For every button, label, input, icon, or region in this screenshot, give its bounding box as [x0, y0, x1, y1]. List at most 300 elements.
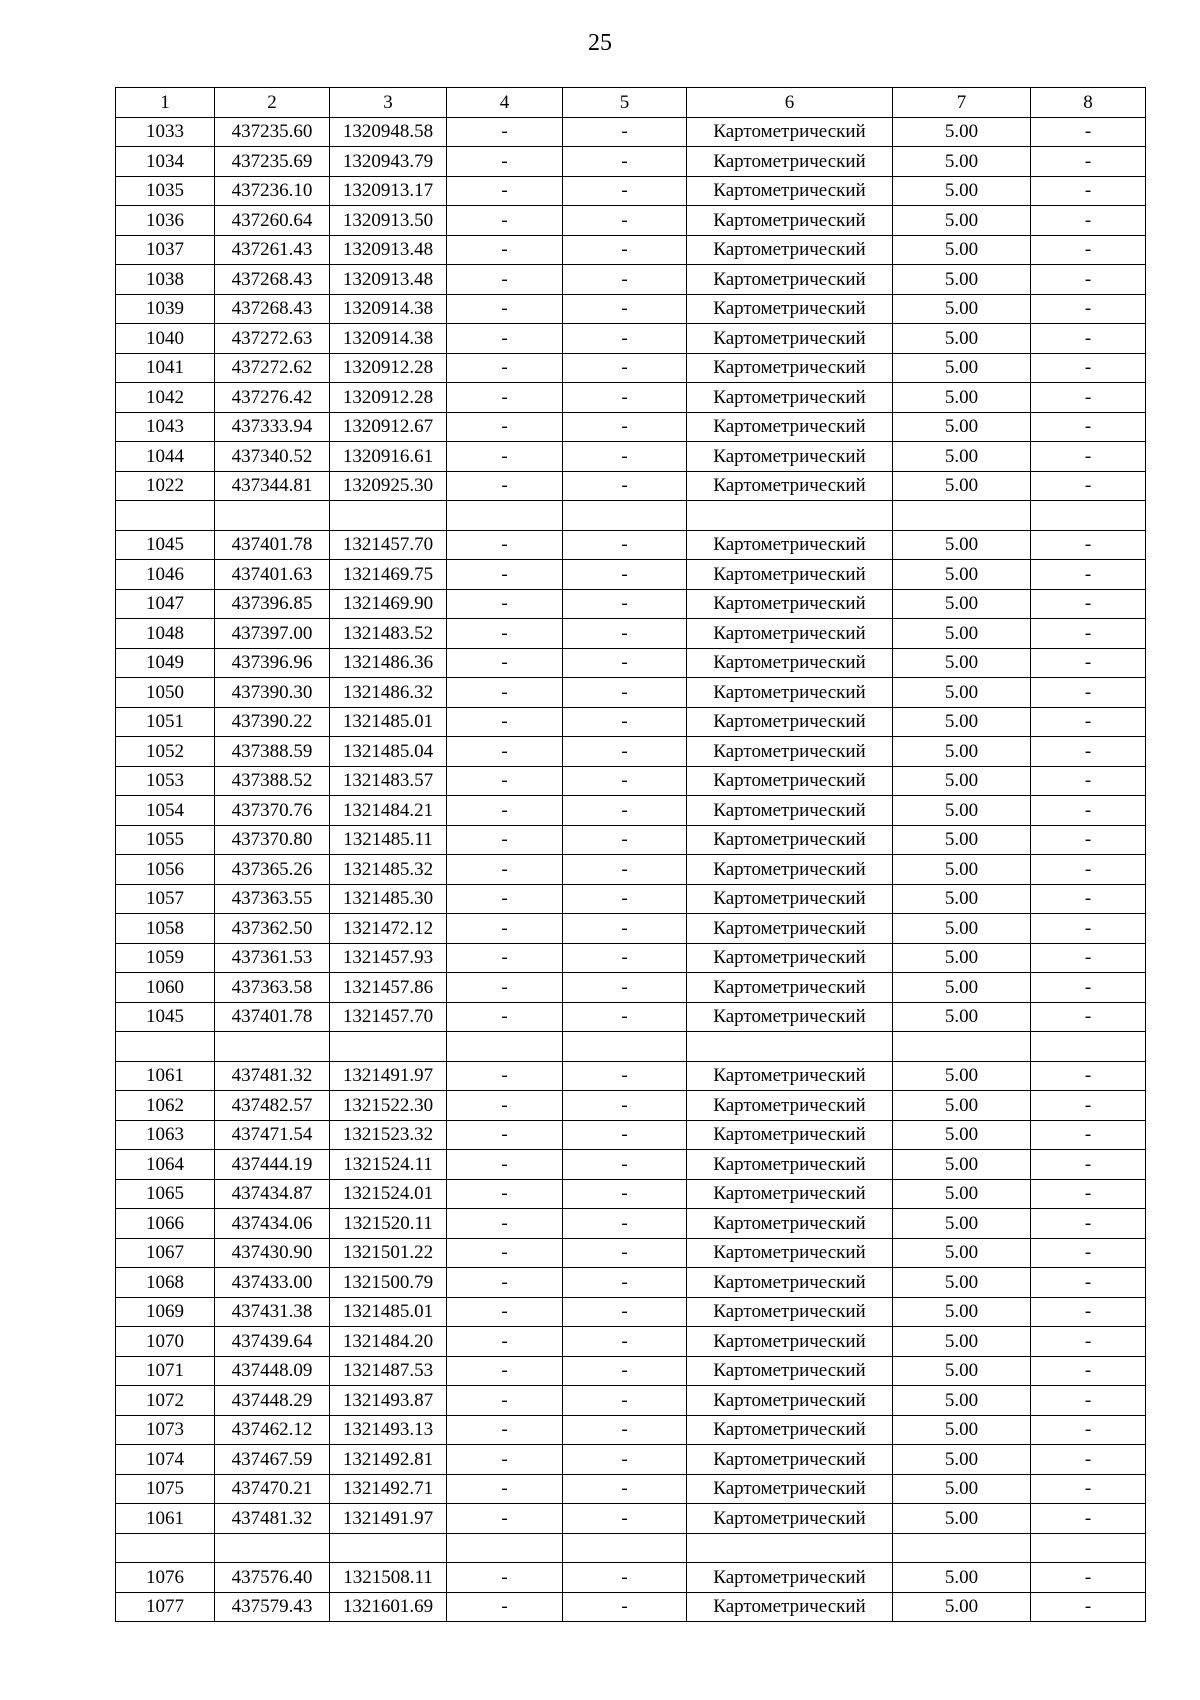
col-4-cell: - — [447, 1061, 563, 1091]
point-number-cell: 1057 — [116, 884, 215, 914]
col-8-cell: - — [1031, 884, 1146, 914]
header-cell-7: 7 — [893, 88, 1031, 118]
empty-cell — [687, 501, 893, 531]
point-number-cell: 1052 — [116, 737, 215, 767]
coord-x-cell: 437361.53 — [215, 943, 330, 973]
col-4-cell: - — [447, 1445, 563, 1475]
col-4-cell: - — [447, 619, 563, 649]
col-8-cell: - — [1031, 707, 1146, 737]
coord-y-cell: 1320912.28 — [330, 383, 447, 413]
coord-x-cell: 437390.22 — [215, 707, 330, 737]
col-4-cell: - — [447, 1238, 563, 1268]
table-body — [116, 117, 1146, 1622]
col-5-cell: - — [563, 412, 687, 442]
col-4-cell: - — [447, 1209, 563, 1239]
method-cell: Картометрический — [687, 560, 893, 590]
col-5-cell: - — [563, 1297, 687, 1327]
col-4-cell: - — [447, 1504, 563, 1534]
coord-y-cell: 1321487.53 — [330, 1356, 447, 1386]
coord-y-cell: 1321457.86 — [330, 973, 447, 1003]
col-4-cell: - — [447, 147, 563, 177]
table-row — [116, 914, 1146, 944]
accuracy-cell: 5.00 — [893, 1120, 1031, 1150]
col-8-cell: - — [1031, 825, 1146, 855]
accuracy-cell: 5.00 — [893, 530, 1031, 560]
coord-y-cell: 1321523.32 — [330, 1120, 447, 1150]
accuracy-cell: 5.00 — [893, 943, 1031, 973]
coord-y-cell: 1321501.22 — [330, 1238, 447, 1268]
empty-cell — [330, 501, 447, 531]
point-number-cell: 1050 — [116, 678, 215, 708]
coord-x-cell: 437401.63 — [215, 560, 330, 590]
point-number-cell: 1042 — [116, 383, 215, 413]
col-4-cell: - — [447, 1327, 563, 1357]
table-row — [116, 648, 1146, 678]
point-number-cell: 1064 — [116, 1150, 215, 1180]
col-5-cell: - — [563, 235, 687, 265]
accuracy-cell: 5.00 — [893, 1002, 1031, 1032]
empty-cell — [447, 501, 563, 531]
col-8-cell: - — [1031, 235, 1146, 265]
header-row — [116, 88, 1146, 118]
col-5-cell: - — [563, 1474, 687, 1504]
coord-y-cell: 1321484.20 — [330, 1327, 447, 1357]
col-4-cell: - — [447, 353, 563, 383]
coord-y-cell: 1320948.58 — [330, 117, 447, 147]
empty-cell — [447, 1032, 563, 1062]
empty-cell — [330, 1533, 447, 1563]
coord-x-cell: 437370.80 — [215, 825, 330, 855]
accuracy-cell: 5.00 — [893, 1504, 1031, 1534]
accuracy-cell: 5.00 — [893, 855, 1031, 885]
coord-x-cell: 437481.32 — [215, 1061, 330, 1091]
accuracy-cell: 5.00 — [893, 383, 1031, 413]
coord-y-cell: 1320913.50 — [330, 206, 447, 236]
col-4-cell: - — [447, 737, 563, 767]
coord-y-cell: 1321491.97 — [330, 1504, 447, 1534]
col-5-cell: - — [563, 1150, 687, 1180]
point-number-cell: 1034 — [116, 147, 215, 177]
col-5-cell: - — [563, 147, 687, 177]
method-cell: Картометрический — [687, 1268, 893, 1298]
method-cell: Картометрический — [687, 471, 893, 501]
table-row — [116, 176, 1146, 206]
col-4-cell: - — [447, 973, 563, 1003]
table-row — [116, 530, 1146, 560]
coord-x-cell: 437397.00 — [215, 619, 330, 649]
col-5-cell: - — [563, 1445, 687, 1475]
col-8-cell: - — [1031, 324, 1146, 354]
empty-cell — [447, 1533, 563, 1563]
point-number-cell: 1063 — [116, 1120, 215, 1150]
method-cell: Картометрический — [687, 648, 893, 678]
coord-x-cell: 437235.69 — [215, 147, 330, 177]
empty-cell — [893, 501, 1031, 531]
col-8-cell: - — [1031, 471, 1146, 501]
point-number-cell: 1041 — [116, 353, 215, 383]
table-row — [116, 1120, 1146, 1150]
col-8-cell: - — [1031, 294, 1146, 324]
col-5-cell: - — [563, 855, 687, 885]
method-cell: Картометрический — [687, 117, 893, 147]
header-cell-1: 1 — [116, 88, 215, 118]
col-8-cell: - — [1031, 766, 1146, 796]
col-4-cell: - — [447, 1120, 563, 1150]
coord-y-cell: 1320913.17 — [330, 176, 447, 206]
point-number-cell: 1033 — [116, 117, 215, 147]
coord-x-cell: 437344.81 — [215, 471, 330, 501]
table-row — [116, 235, 1146, 265]
header-cell-8: 8 — [1031, 88, 1146, 118]
col-4-cell: - — [447, 471, 563, 501]
method-cell: Картометрический — [687, 825, 893, 855]
table-row — [116, 796, 1146, 826]
coord-y-cell: 1320943.79 — [330, 147, 447, 177]
coord-y-cell: 1321485.11 — [330, 825, 447, 855]
coord-y-cell: 1321486.32 — [330, 678, 447, 708]
coord-x-cell: 437272.62 — [215, 353, 330, 383]
col-5-cell: - — [563, 707, 687, 737]
table-row — [116, 117, 1146, 147]
method-cell: Картометрический — [687, 707, 893, 737]
accuracy-cell: 5.00 — [893, 324, 1031, 354]
accuracy-cell: 5.00 — [893, 1268, 1031, 1298]
point-number-cell: 1045 — [116, 530, 215, 560]
accuracy-cell: 5.00 — [893, 914, 1031, 944]
header-cell-5: 5 — [563, 88, 687, 118]
coord-y-cell: 1321485.30 — [330, 884, 447, 914]
col-5-cell: - — [563, 383, 687, 413]
coord-y-cell: 1321485.01 — [330, 707, 447, 737]
table-row — [116, 1061, 1146, 1091]
point-number-cell: 1068 — [116, 1268, 215, 1298]
coord-x-cell: 437579.43 — [215, 1592, 330, 1622]
empty-cell — [215, 1533, 330, 1563]
coord-y-cell: 1321485.01 — [330, 1297, 447, 1327]
header-cell-2: 2 — [215, 88, 330, 118]
col-5-cell: - — [563, 589, 687, 619]
col-4-cell: - — [447, 176, 563, 206]
empty-cell — [687, 1533, 893, 1563]
col-5-cell: - — [563, 1120, 687, 1150]
coord-y-cell: 1320912.67 — [330, 412, 447, 442]
col-8-cell: - — [1031, 560, 1146, 590]
accuracy-cell: 5.00 — [893, 678, 1031, 708]
point-number-cell: 1040 — [116, 324, 215, 354]
col-4-cell: - — [447, 943, 563, 973]
accuracy-cell: 5.00 — [893, 1474, 1031, 1504]
coord-y-cell: 1321457.70 — [330, 530, 447, 560]
empty-cell — [687, 1032, 893, 1062]
point-number-cell: 1077 — [116, 1592, 215, 1622]
accuracy-cell: 5.00 — [893, 619, 1031, 649]
col-4-cell: - — [447, 1474, 563, 1504]
col-5-cell: - — [563, 294, 687, 324]
accuracy-cell: 5.00 — [893, 176, 1031, 206]
col-4-cell: - — [447, 206, 563, 236]
method-cell: Картометрический — [687, 206, 893, 236]
col-5-cell: - — [563, 1091, 687, 1121]
accuracy-cell: 5.00 — [893, 206, 1031, 236]
coord-x-cell: 437236.10 — [215, 176, 330, 206]
accuracy-cell: 5.00 — [893, 1327, 1031, 1357]
col-5-cell: - — [563, 973, 687, 1003]
separator-row — [116, 501, 1146, 531]
col-8-cell: - — [1031, 1002, 1146, 1032]
table-row — [116, 1356, 1146, 1386]
col-8-cell: - — [1031, 530, 1146, 560]
coord-x-cell: 437260.64 — [215, 206, 330, 236]
point-number-cell: 1071 — [116, 1356, 215, 1386]
col-5-cell: - — [563, 1504, 687, 1534]
coord-x-cell: 437430.90 — [215, 1238, 330, 1268]
empty-cell — [215, 501, 330, 531]
coordinates-table — [115, 87, 1146, 1622]
col-5-cell: - — [563, 353, 687, 383]
accuracy-cell: 5.00 — [893, 1356, 1031, 1386]
col-8-cell: - — [1031, 412, 1146, 442]
coord-y-cell: 1320914.38 — [330, 324, 447, 354]
coord-x-cell: 437448.29 — [215, 1386, 330, 1416]
accuracy-cell: 5.00 — [893, 471, 1031, 501]
method-cell: Картометрический — [687, 1504, 893, 1534]
col-4-cell: - — [447, 914, 563, 944]
method-cell: Картометрический — [687, 1563, 893, 1593]
method-cell: Картометрический — [687, 766, 893, 796]
coord-x-cell: 437261.43 — [215, 235, 330, 265]
col-8-cell: - — [1031, 1150, 1146, 1180]
method-cell: Картометрический — [687, 324, 893, 354]
point-number-cell: 1058 — [116, 914, 215, 944]
coord-x-cell: 437362.50 — [215, 914, 330, 944]
empty-cell — [1031, 1533, 1146, 1563]
col-8-cell: - — [1031, 1238, 1146, 1268]
table-row — [116, 1179, 1146, 1209]
method-cell: Картометрический — [687, 1327, 893, 1357]
accuracy-cell: 5.00 — [893, 1238, 1031, 1268]
method-cell: Картометрический — [687, 1445, 893, 1475]
table-row — [116, 943, 1146, 973]
header-cell-6: 6 — [687, 88, 893, 118]
accuracy-cell: 5.00 — [893, 147, 1031, 177]
coord-y-cell: 1321485.32 — [330, 855, 447, 885]
col-4-cell: - — [447, 884, 563, 914]
accuracy-cell: 5.00 — [893, 1209, 1031, 1239]
table-row — [116, 471, 1146, 501]
table-row — [116, 442, 1146, 472]
empty-cell — [893, 1032, 1031, 1062]
col-4-cell: - — [447, 766, 563, 796]
coord-x-cell: 437401.78 — [215, 1002, 330, 1032]
method-cell: Картометрический — [687, 1474, 893, 1504]
col-5-cell: - — [563, 1386, 687, 1416]
method-cell: Картометрический — [687, 176, 893, 206]
col-8-cell: - — [1031, 1209, 1146, 1239]
coord-x-cell: 437365.26 — [215, 855, 330, 885]
point-number-cell: 1045 — [116, 1002, 215, 1032]
coord-y-cell: 1321485.04 — [330, 737, 447, 767]
col-4-cell: - — [447, 383, 563, 413]
separator-row — [116, 1533, 1146, 1563]
point-number-cell: 1047 — [116, 589, 215, 619]
col-8-cell: - — [1031, 265, 1146, 295]
table-row — [116, 973, 1146, 1003]
table-row — [116, 1238, 1146, 1268]
col-4-cell: - — [447, 1563, 563, 1593]
accuracy-cell: 5.00 — [893, 1592, 1031, 1622]
col-8-cell: - — [1031, 914, 1146, 944]
point-number-cell: 1067 — [116, 1238, 215, 1268]
coord-x-cell: 437434.87 — [215, 1179, 330, 1209]
method-cell: Картометрический — [687, 1356, 893, 1386]
col-5-cell: - — [563, 1209, 687, 1239]
col-8-cell: - — [1031, 442, 1146, 472]
method-cell: Картометрический — [687, 1002, 893, 1032]
coord-y-cell: 1321491.97 — [330, 1061, 447, 1091]
table-header — [116, 88, 1146, 118]
col-4-cell: - — [447, 560, 563, 590]
col-5-cell: - — [563, 324, 687, 354]
point-number-cell: 1061 — [116, 1061, 215, 1091]
coord-x-cell: 437448.09 — [215, 1356, 330, 1386]
col-5-cell: - — [563, 265, 687, 295]
point-number-cell: 1073 — [116, 1415, 215, 1445]
coord-x-cell: 437363.58 — [215, 973, 330, 1003]
coord-y-cell: 1321486.36 — [330, 648, 447, 678]
col-5-cell: - — [563, 884, 687, 914]
col-4-cell: - — [447, 589, 563, 619]
method-cell: Картометрический — [687, 1179, 893, 1209]
coord-x-cell: 437390.30 — [215, 678, 330, 708]
col-5-cell: - — [563, 117, 687, 147]
table-row — [116, 147, 1146, 177]
col-4-cell: - — [447, 855, 563, 885]
method-cell: Картометрический — [687, 884, 893, 914]
coord-y-cell: 1320912.28 — [330, 353, 447, 383]
point-number-cell: 1055 — [116, 825, 215, 855]
col-4-cell: - — [447, 1415, 563, 1445]
point-number-cell: 1051 — [116, 707, 215, 737]
col-8-cell: - — [1031, 1061, 1146, 1091]
col-5-cell: - — [563, 176, 687, 206]
col-4-cell: - — [447, 1268, 563, 1298]
method-cell: Картометрический — [687, 1386, 893, 1416]
col-8-cell: - — [1031, 1268, 1146, 1298]
empty-cell — [330, 1032, 447, 1062]
coord-y-cell: 1320916.61 — [330, 442, 447, 472]
table-row — [116, 884, 1146, 914]
col-4-cell: - — [447, 530, 563, 560]
method-cell: Картометрический — [687, 737, 893, 767]
col-4-cell: - — [447, 796, 563, 826]
accuracy-cell: 5.00 — [893, 1445, 1031, 1475]
table-row — [116, 324, 1146, 354]
col-8-cell: - — [1031, 206, 1146, 236]
col-5-cell: - — [563, 1238, 687, 1268]
method-cell: Картометрический — [687, 1415, 893, 1445]
accuracy-cell: 5.00 — [893, 1563, 1031, 1593]
coord-x-cell: 437276.42 — [215, 383, 330, 413]
method-cell: Картометрический — [687, 412, 893, 442]
method-cell: Картометрический — [687, 235, 893, 265]
col-8-cell: - — [1031, 1091, 1146, 1121]
col-8-cell: - — [1031, 1474, 1146, 1504]
point-number-cell: 1059 — [116, 943, 215, 973]
table-row — [116, 1386, 1146, 1416]
method-cell: Картометрический — [687, 1209, 893, 1239]
coord-x-cell: 437401.78 — [215, 530, 330, 560]
col-5-cell: - — [563, 825, 687, 855]
page-number: 25 — [588, 30, 612, 56]
col-5-cell: - — [563, 1327, 687, 1357]
coord-y-cell: 1321601.69 — [330, 1592, 447, 1622]
coord-y-cell: 1321522.30 — [330, 1091, 447, 1121]
col-8-cell: - — [1031, 1120, 1146, 1150]
table-row — [116, 855, 1146, 885]
coord-y-cell: 1321484.21 — [330, 796, 447, 826]
empty-cell — [116, 1032, 215, 1062]
col-5-cell: - — [563, 914, 687, 944]
method-cell: Картометрический — [687, 855, 893, 885]
point-number-cell: 1036 — [116, 206, 215, 236]
empty-cell — [1031, 501, 1146, 531]
accuracy-cell: 5.00 — [893, 796, 1031, 826]
table-row — [116, 1327, 1146, 1357]
coord-x-cell: 437433.00 — [215, 1268, 330, 1298]
accuracy-cell: 5.00 — [893, 1386, 1031, 1416]
coord-y-cell: 1321520.11 — [330, 1209, 447, 1239]
point-number-cell: 1053 — [116, 766, 215, 796]
col-8-cell: - — [1031, 1327, 1146, 1357]
col-8-cell: - — [1031, 1563, 1146, 1593]
method-cell: Картометрический — [687, 943, 893, 973]
separator-row — [116, 1032, 1146, 1062]
accuracy-cell: 5.00 — [893, 1415, 1031, 1445]
accuracy-cell: 5.00 — [893, 1061, 1031, 1091]
empty-cell — [215, 1032, 330, 1062]
coord-y-cell: 1321524.01 — [330, 1179, 447, 1209]
col-5-cell: - — [563, 471, 687, 501]
coord-y-cell: 1321457.93 — [330, 943, 447, 973]
coord-y-cell: 1321483.57 — [330, 766, 447, 796]
point-number-cell: 1065 — [116, 1179, 215, 1209]
table-row — [116, 353, 1146, 383]
coord-x-cell: 437431.38 — [215, 1297, 330, 1327]
accuracy-cell: 5.00 — [893, 884, 1031, 914]
point-number-cell: 1054 — [116, 796, 215, 826]
col-5-cell: - — [563, 619, 687, 649]
coord-y-cell: 1321457.70 — [330, 1002, 447, 1032]
coord-y-cell: 1320913.48 — [330, 265, 447, 295]
col-5-cell: - — [563, 796, 687, 826]
col-4-cell: - — [447, 678, 563, 708]
point-number-cell: 1046 — [116, 560, 215, 590]
point-number-cell: 1069 — [116, 1297, 215, 1327]
col-8-cell: - — [1031, 1592, 1146, 1622]
table-row — [116, 1415, 1146, 1445]
method-cell: Картометрический — [687, 589, 893, 619]
coord-y-cell: 1321469.90 — [330, 589, 447, 619]
accuracy-cell: 5.00 — [893, 117, 1031, 147]
coord-x-cell: 437370.76 — [215, 796, 330, 826]
point-number-cell: 1038 — [116, 265, 215, 295]
point-number-cell: 1066 — [116, 1209, 215, 1239]
point-number-cell: 1022 — [116, 471, 215, 501]
col-8-cell: - — [1031, 1179, 1146, 1209]
table-row — [116, 619, 1146, 649]
accuracy-cell: 5.00 — [893, 235, 1031, 265]
coord-y-cell: 1321483.52 — [330, 619, 447, 649]
